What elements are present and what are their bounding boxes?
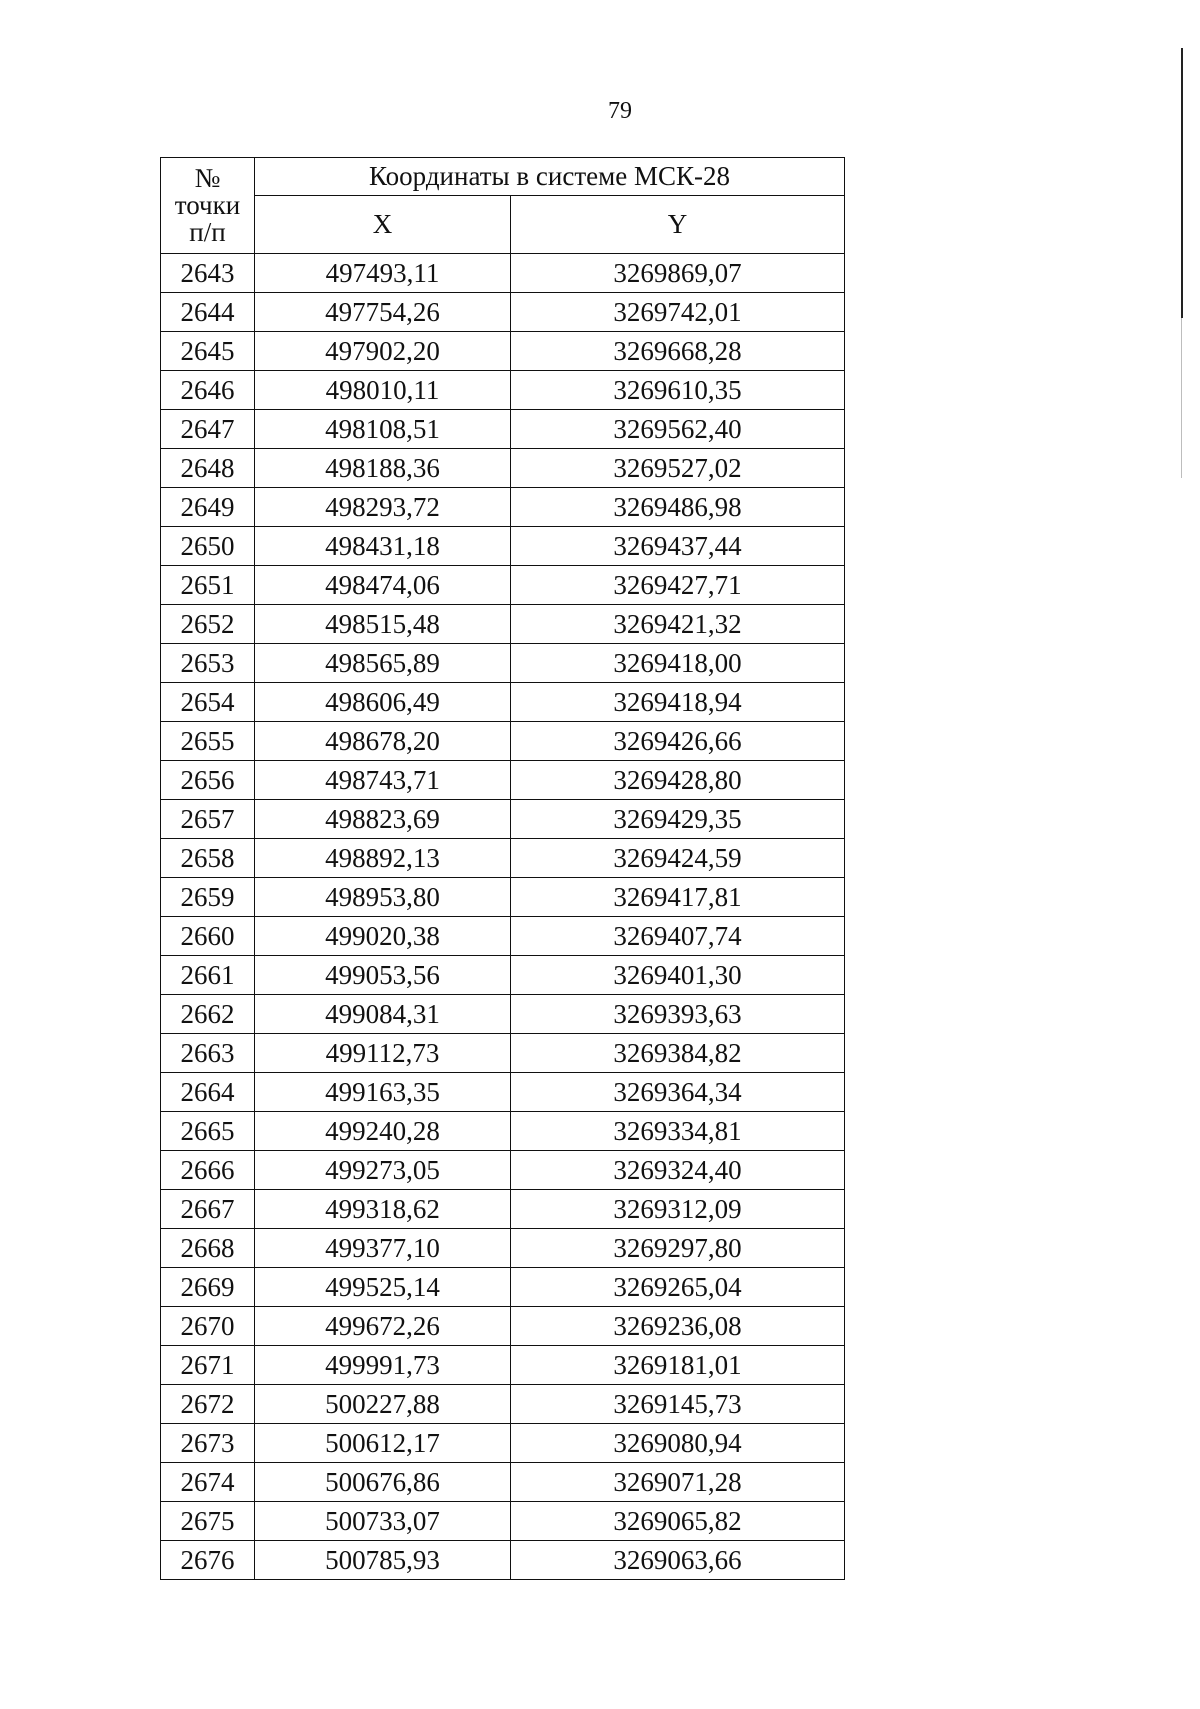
cell-y: 3269427,71 xyxy=(511,566,845,605)
cell-y: 3269527,02 xyxy=(511,449,845,488)
cell-point-number: 2655 xyxy=(161,722,255,761)
cell-y: 3269742,01 xyxy=(511,293,845,332)
cell-y: 3269437,44 xyxy=(511,527,845,566)
cell-x: 498678,20 xyxy=(255,722,511,761)
cell-y: 3269407,74 xyxy=(511,917,845,956)
cell-y: 3269312,09 xyxy=(511,1190,845,1229)
table-row xyxy=(161,371,845,410)
cell-y: 3269421,32 xyxy=(511,605,845,644)
table-row xyxy=(161,332,845,371)
cell-y: 3269668,28 xyxy=(511,332,845,371)
cell-x: 499112,73 xyxy=(255,1034,511,1073)
cell-y: 3269071,28 xyxy=(511,1463,845,1502)
cell-y: 3269418,00 xyxy=(511,644,845,683)
table-row xyxy=(161,878,845,917)
cell-y: 3269610,35 xyxy=(511,371,845,410)
scan-margin-line-faint xyxy=(1181,318,1182,478)
cell-x: 498953,80 xyxy=(255,878,511,917)
cell-x: 499991,73 xyxy=(255,1346,511,1385)
cell-y: 3269417,81 xyxy=(511,878,845,917)
table-row xyxy=(161,488,845,527)
table-row xyxy=(161,254,845,293)
cell-x: 498010,11 xyxy=(255,371,511,410)
cell-x: 500227,88 xyxy=(255,1385,511,1424)
table-row xyxy=(161,1502,845,1541)
cell-x: 498188,36 xyxy=(255,449,511,488)
cell-point-number: 2668 xyxy=(161,1229,255,1268)
cell-x: 499084,31 xyxy=(255,995,511,1034)
cell-point-number: 2662 xyxy=(161,995,255,1034)
cell-point-number: 2643 xyxy=(161,254,255,293)
table-row xyxy=(161,1424,845,1463)
coordinates-table xyxy=(160,157,845,1580)
cell-point-number: 2673 xyxy=(161,1424,255,1463)
cell-x: 499318,62 xyxy=(255,1190,511,1229)
cell-y: 3269145,73 xyxy=(511,1385,845,1424)
cell-x: 498565,89 xyxy=(255,644,511,683)
header-x: X xyxy=(255,196,511,254)
cell-x: 498474,06 xyxy=(255,566,511,605)
cell-x: 499273,05 xyxy=(255,1151,511,1190)
cell-y: 3269384,82 xyxy=(511,1034,845,1073)
cell-y: 3269393,63 xyxy=(511,995,845,1034)
cell-y: 3269562,40 xyxy=(511,410,845,449)
cell-x: 497754,26 xyxy=(255,293,511,332)
table-row xyxy=(161,1151,845,1190)
cell-point-number: 2669 xyxy=(161,1268,255,1307)
table-row xyxy=(161,839,845,878)
cell-y: 3269334,81 xyxy=(511,1112,845,1151)
cell-point-number: 2649 xyxy=(161,488,255,527)
cell-x: 499672,26 xyxy=(255,1307,511,1346)
header-point-number-text: № точки п/п xyxy=(174,163,241,247)
table-row xyxy=(161,644,845,683)
header-coordinate-system: Координаты в системе МСК-28 xyxy=(255,158,845,196)
cell-x: 499525,14 xyxy=(255,1268,511,1307)
table-row xyxy=(161,800,845,839)
cell-y: 3269429,35 xyxy=(511,800,845,839)
cell-x: 500785,93 xyxy=(255,1541,511,1580)
table-row xyxy=(161,1541,845,1580)
cell-point-number: 2670 xyxy=(161,1307,255,1346)
cell-y: 3269486,98 xyxy=(511,488,845,527)
table-header-row xyxy=(161,158,845,196)
cell-point-number: 2664 xyxy=(161,1073,255,1112)
cell-y: 3269364,34 xyxy=(511,1073,845,1112)
table-row xyxy=(161,1190,845,1229)
table-row xyxy=(161,527,845,566)
cell-x: 499377,10 xyxy=(255,1229,511,1268)
cell-point-number: 2675 xyxy=(161,1502,255,1541)
cell-x: 498606,49 xyxy=(255,683,511,722)
table-row xyxy=(161,566,845,605)
table-row xyxy=(161,293,845,332)
cell-point-number: 2648 xyxy=(161,449,255,488)
cell-y: 3269401,30 xyxy=(511,956,845,995)
cell-x: 498108,51 xyxy=(255,410,511,449)
cell-point-number: 2651 xyxy=(161,566,255,605)
table-row xyxy=(161,1034,845,1073)
table-row xyxy=(161,410,845,449)
table-row xyxy=(161,605,845,644)
cell-x: 499163,35 xyxy=(255,1073,511,1112)
table-row xyxy=(161,1346,845,1385)
cell-x: 499020,38 xyxy=(255,917,511,956)
cell-y: 3269869,07 xyxy=(511,254,845,293)
cell-x: 499053,56 xyxy=(255,956,511,995)
cell-y: 3269236,08 xyxy=(511,1307,845,1346)
table-row xyxy=(161,1268,845,1307)
table-row xyxy=(161,1112,845,1151)
cell-y: 3269418,94 xyxy=(511,683,845,722)
cell-point-number: 2645 xyxy=(161,332,255,371)
cell-point-number: 2652 xyxy=(161,605,255,644)
cell-point-number: 2671 xyxy=(161,1346,255,1385)
cell-point-number: 2646 xyxy=(161,371,255,410)
table-row xyxy=(161,917,845,956)
cell-x: 499240,28 xyxy=(255,1112,511,1151)
cell-y: 3269426,66 xyxy=(511,722,845,761)
table-row xyxy=(161,449,845,488)
cell-point-number: 2665 xyxy=(161,1112,255,1151)
cell-point-number: 2656 xyxy=(161,761,255,800)
table-row xyxy=(161,1073,845,1112)
cell-x: 498515,48 xyxy=(255,605,511,644)
cell-point-number: 2654 xyxy=(161,683,255,722)
table-row xyxy=(161,683,845,722)
table-row xyxy=(161,761,845,800)
cell-point-number: 2658 xyxy=(161,839,255,878)
table-row xyxy=(161,1229,845,1268)
cell-y: 3269181,01 xyxy=(511,1346,845,1385)
cell-y: 3269065,82 xyxy=(511,1502,845,1541)
table-row xyxy=(161,1307,845,1346)
cell-point-number: 2674 xyxy=(161,1463,255,1502)
table-row xyxy=(161,1385,845,1424)
cell-y: 3269063,66 xyxy=(511,1541,845,1580)
cell-point-number: 2661 xyxy=(161,956,255,995)
page-number: 79 xyxy=(608,98,632,124)
cell-x: 497902,20 xyxy=(255,332,511,371)
cell-y: 3269424,59 xyxy=(511,839,845,878)
table-row xyxy=(161,1463,845,1502)
cell-point-number: 2667 xyxy=(161,1190,255,1229)
cell-x: 498892,13 xyxy=(255,839,511,878)
header-y: Y xyxy=(511,196,845,254)
cell-point-number: 2660 xyxy=(161,917,255,956)
cell-point-number: 2653 xyxy=(161,644,255,683)
cell-x: 497493,11 xyxy=(255,254,511,293)
cell-x: 500676,86 xyxy=(255,1463,511,1502)
cell-x: 498293,72 xyxy=(255,488,511,527)
table-body xyxy=(161,254,845,1580)
cell-point-number: 2650 xyxy=(161,527,255,566)
cell-point-number: 2644 xyxy=(161,293,255,332)
cell-point-number: 2659 xyxy=(161,878,255,917)
cell-point-number: 2676 xyxy=(161,1541,255,1580)
cell-x: 498823,69 xyxy=(255,800,511,839)
cell-y: 3269428,80 xyxy=(511,761,845,800)
table-row xyxy=(161,722,845,761)
cell-y: 3269297,80 xyxy=(511,1229,845,1268)
scan-margin-line xyxy=(1181,48,1183,318)
cell-point-number: 2666 xyxy=(161,1151,255,1190)
table-subheader-row xyxy=(161,196,845,254)
cell-y: 3269265,04 xyxy=(511,1268,845,1307)
cell-point-number: 2647 xyxy=(161,410,255,449)
cell-x: 500612,17 xyxy=(255,1424,511,1463)
cell-point-number: 2672 xyxy=(161,1385,255,1424)
cell-x: 498743,71 xyxy=(255,761,511,800)
cell-y: 3269080,94 xyxy=(511,1424,845,1463)
cell-x: 500733,07 xyxy=(255,1502,511,1541)
cell-y: 3269324,40 xyxy=(511,1151,845,1190)
cell-x: 498431,18 xyxy=(255,527,511,566)
cell-point-number: 2663 xyxy=(161,1034,255,1073)
table-row xyxy=(161,995,845,1034)
cell-point-number: 2657 xyxy=(161,800,255,839)
header-point-number xyxy=(161,158,255,254)
table-row xyxy=(161,956,845,995)
